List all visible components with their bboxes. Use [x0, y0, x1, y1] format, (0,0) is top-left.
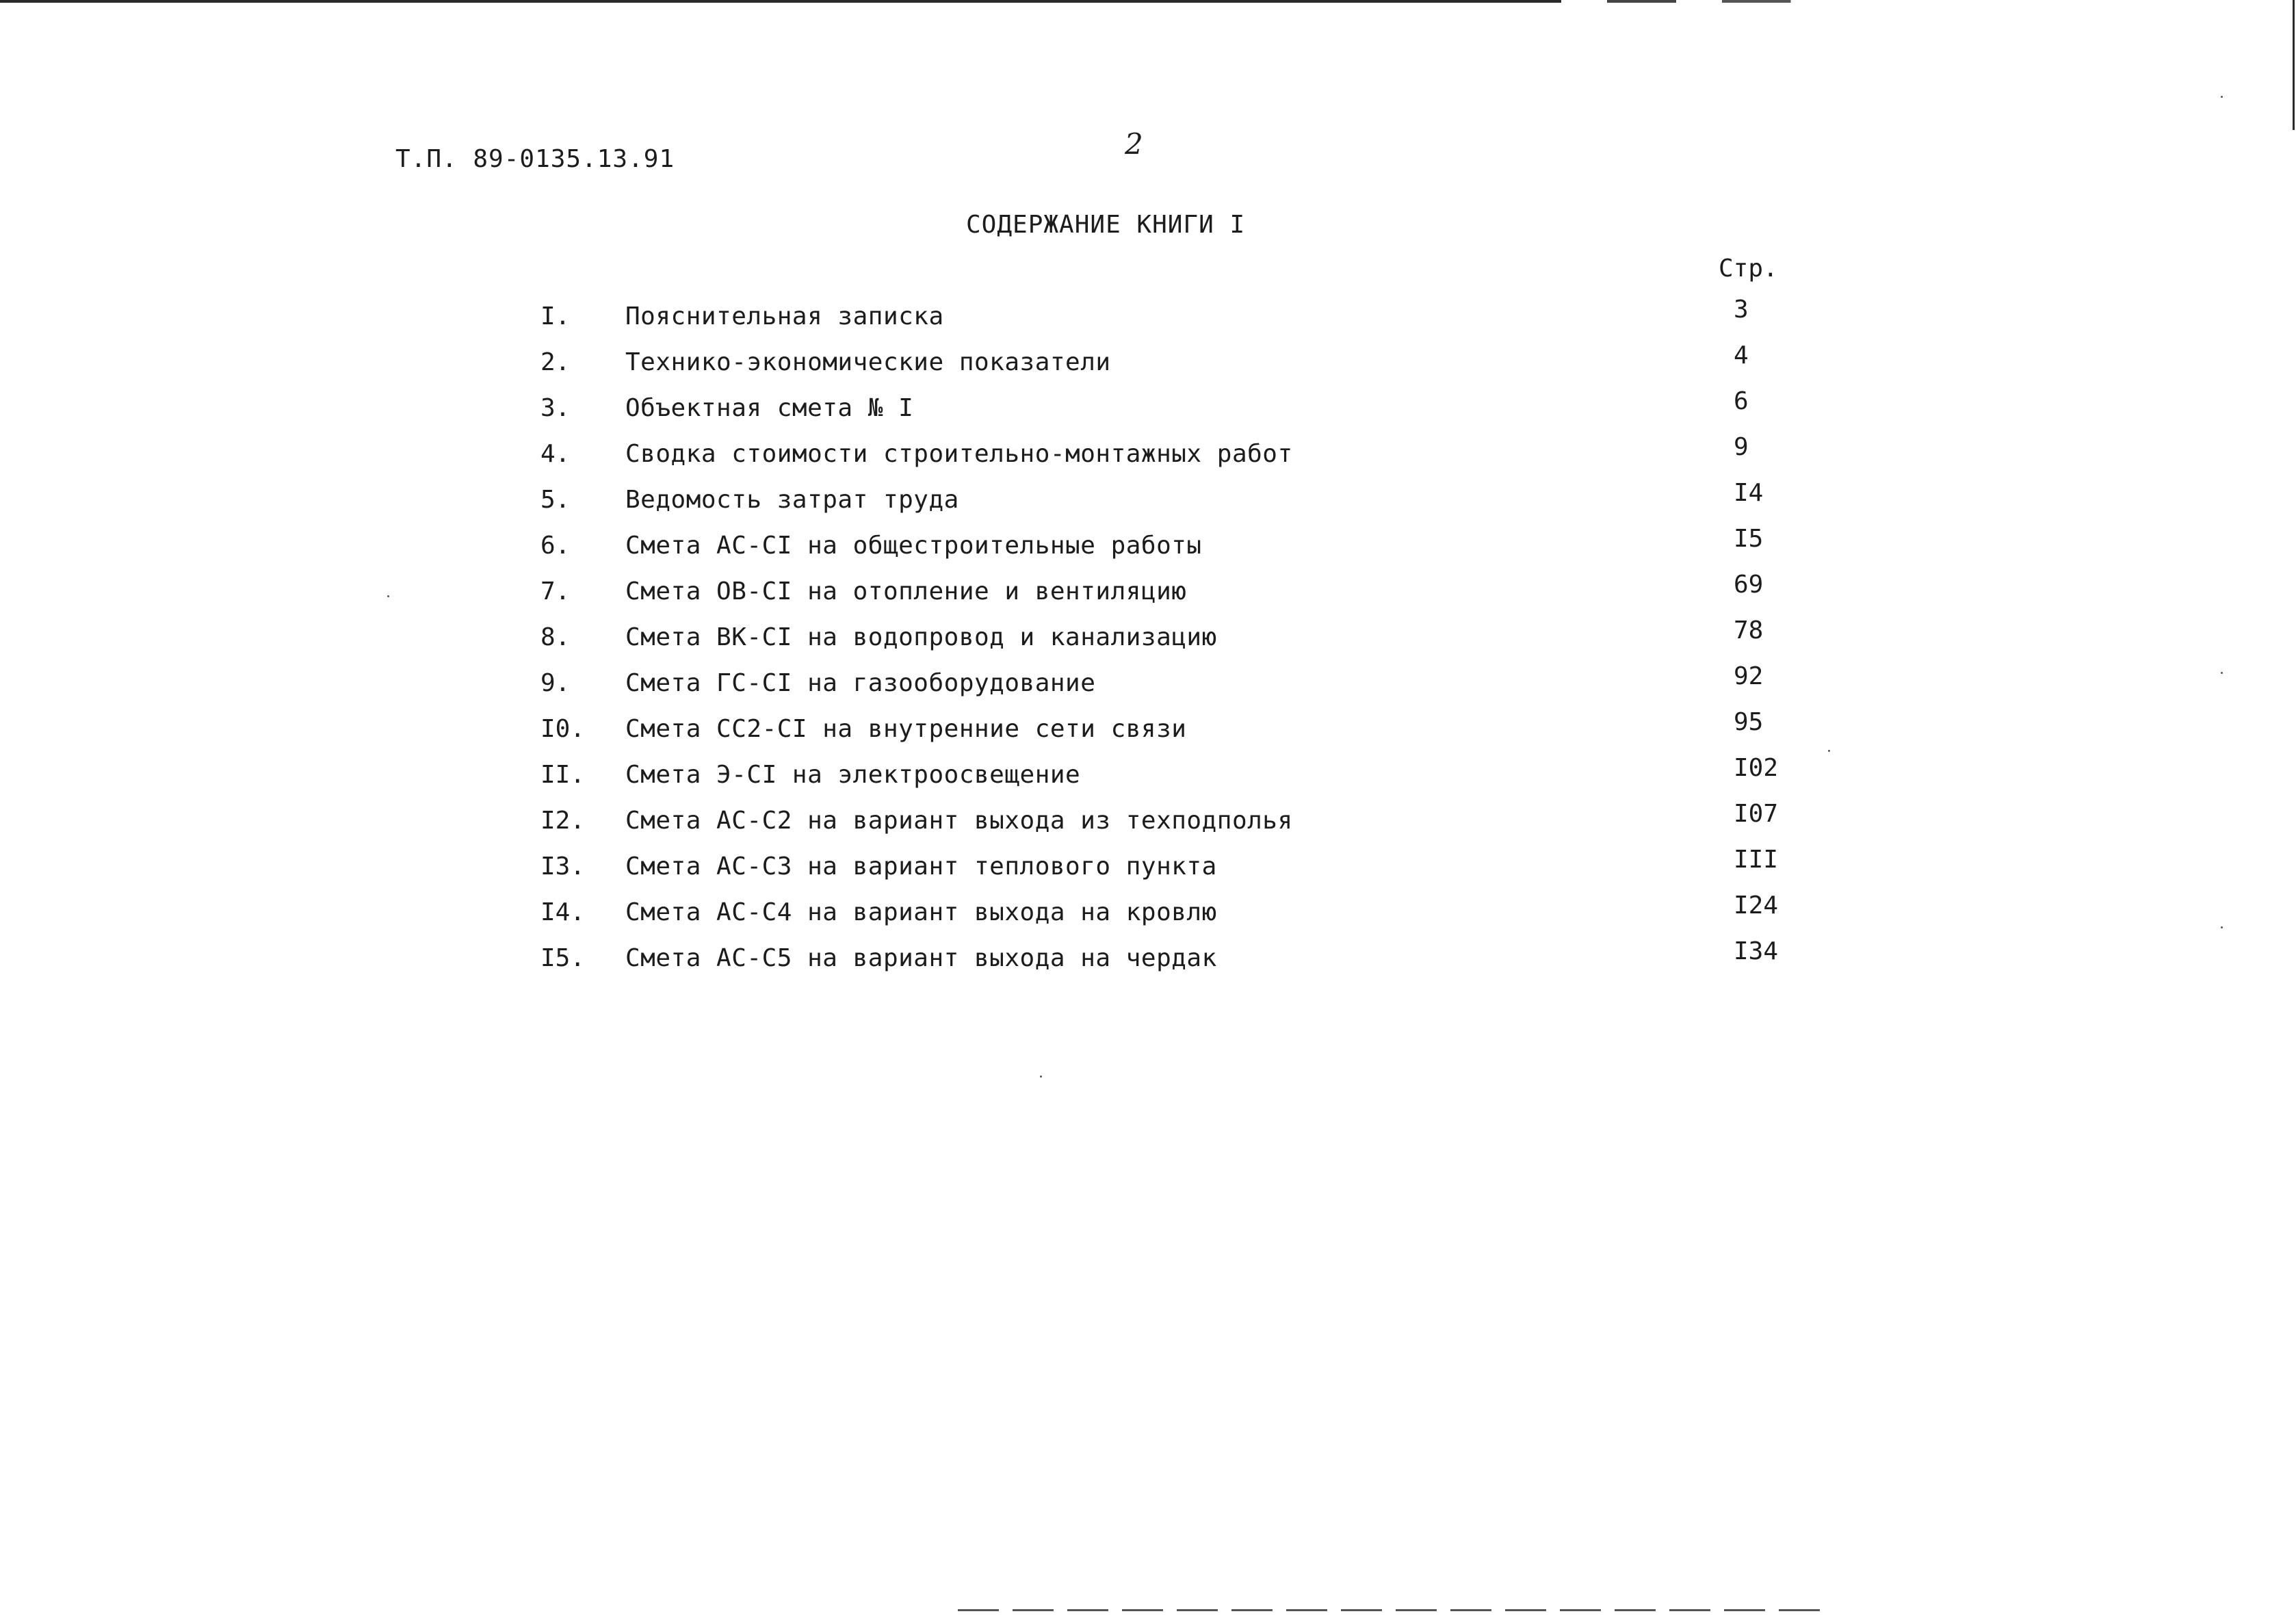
toc-entry-number: 4. — [540, 440, 571, 468]
scan-edge-top — [0, 0, 2296, 3]
toc-entry-title: Смета ВК-СI на водопровод и канализацию — [625, 623, 1217, 651]
toc-entry-page: 95 — [1734, 708, 1764, 736]
toc-entry-title: Смета Э-СI на электроосвещение — [625, 761, 1081, 789]
toc-entry-page: I34 — [1734, 937, 1779, 965]
toc-entry-title: Ведомость затрат труда — [625, 486, 959, 514]
scan-edge-right — [2293, 0, 2295, 130]
toc-entry — [0, 891, 2296, 939]
toc-entry-number: I5. — [540, 944, 586, 972]
toc-entry — [0, 616, 2296, 664]
toc-entry-title: Смета СС2-СI на внутренние сети связи — [625, 715, 1187, 743]
toc-entry-page: I02 — [1734, 754, 1779, 782]
toc-entry — [0, 937, 2296, 985]
toc-entry-page: I07 — [1734, 800, 1779, 828]
toc-entry-title: Смета АС-С3 на вариант теплового пункта — [625, 852, 1217, 881]
document-code: Т.П. 89-0135.13.91 — [395, 145, 675, 173]
toc-entry-title: Смета АС-С2 на вариант выхода из техподполья — [625, 807, 1293, 835]
toc-entry — [0, 479, 2296, 527]
toc-entry — [0, 708, 2296, 756]
toc-entry-title: Технико-экономические показатели — [625, 348, 1111, 376]
toc-entry-number: I3. — [540, 852, 586, 881]
toc-entry — [0, 341, 2296, 389]
toc-entry — [0, 571, 2296, 618]
toc-entry — [0, 433, 2296, 481]
toc-entry-number: I0. — [540, 715, 586, 743]
toc-entry-page: 3 — [1734, 296, 1749, 324]
toc-entry-number: 7. — [540, 577, 571, 605]
toc-entry — [0, 846, 2296, 894]
toc-entry-page: 9 — [1734, 433, 1749, 461]
toc-entry-title: Смета ОВ-СI на отопление и вентиляцию — [625, 577, 1187, 605]
toc-entry-title: Сводка стоимости строительно-монтажных работ — [625, 440, 1293, 468]
toc-entry-number: 5. — [540, 486, 571, 514]
toc-entry-page: 78 — [1734, 616, 1764, 644]
toc-entry-title: Смета АС-С5 на вариант выхода на чердак — [625, 944, 1217, 972]
scan-speck — [2221, 96, 2223, 98]
toc-title: СОДЕРЖАНИЕ КНИГИ I — [966, 211, 1246, 239]
scan-edge-bottom — [958, 1609, 1834, 1611]
toc-entry-title: Смета ГС-СI на газооборудование — [625, 669, 1096, 697]
toc-entry — [0, 387, 2296, 435]
toc-entry-page: 4 — [1734, 341, 1749, 369]
toc-entry — [0, 662, 2296, 710]
page-column-header: Стр. — [1719, 255, 1778, 283]
toc-entry-page: 92 — [1734, 662, 1764, 690]
scan-speck — [1040, 1076, 1042, 1078]
toc-entry-page: 6 — [1734, 387, 1749, 415]
toc-entry-number: 3. — [540, 394, 571, 422]
toc-entry-number: I4. — [540, 898, 586, 926]
toc-entry-title: Пояснительная записка — [625, 302, 944, 330]
toc-entry-page: I24 — [1734, 891, 1779, 920]
toc-entry-number: 6. — [540, 532, 571, 560]
toc-entry-number: II. — [540, 761, 586, 789]
toc-entry-page: 69 — [1734, 571, 1764, 599]
page-number: 2 — [1125, 127, 1143, 161]
toc-entry-title: Смета АС-С4 на вариант выхода на кровлю — [625, 898, 1217, 926]
toc-entry-number: 2. — [540, 348, 571, 376]
toc-entry — [0, 296, 2296, 343]
toc-entry-page: I4 — [1734, 479, 1764, 507]
toc-entry — [0, 800, 2296, 848]
toc-entry-title: Смета АС-СI на общестроительные работы — [625, 532, 1202, 560]
toc-entry-number: I. — [540, 302, 571, 330]
toc-entry-page: I5 — [1734, 525, 1764, 553]
toc-entry-title: Объектная смета № I — [625, 394, 914, 422]
toc-entry — [0, 754, 2296, 802]
toc-entry-number: I2. — [540, 807, 586, 835]
toc-entry-number: 8. — [540, 623, 571, 651]
toc-entry-number: 9. — [540, 669, 571, 697]
toc-entry — [0, 525, 2296, 573]
toc-entry-page: III — [1734, 846, 1779, 874]
